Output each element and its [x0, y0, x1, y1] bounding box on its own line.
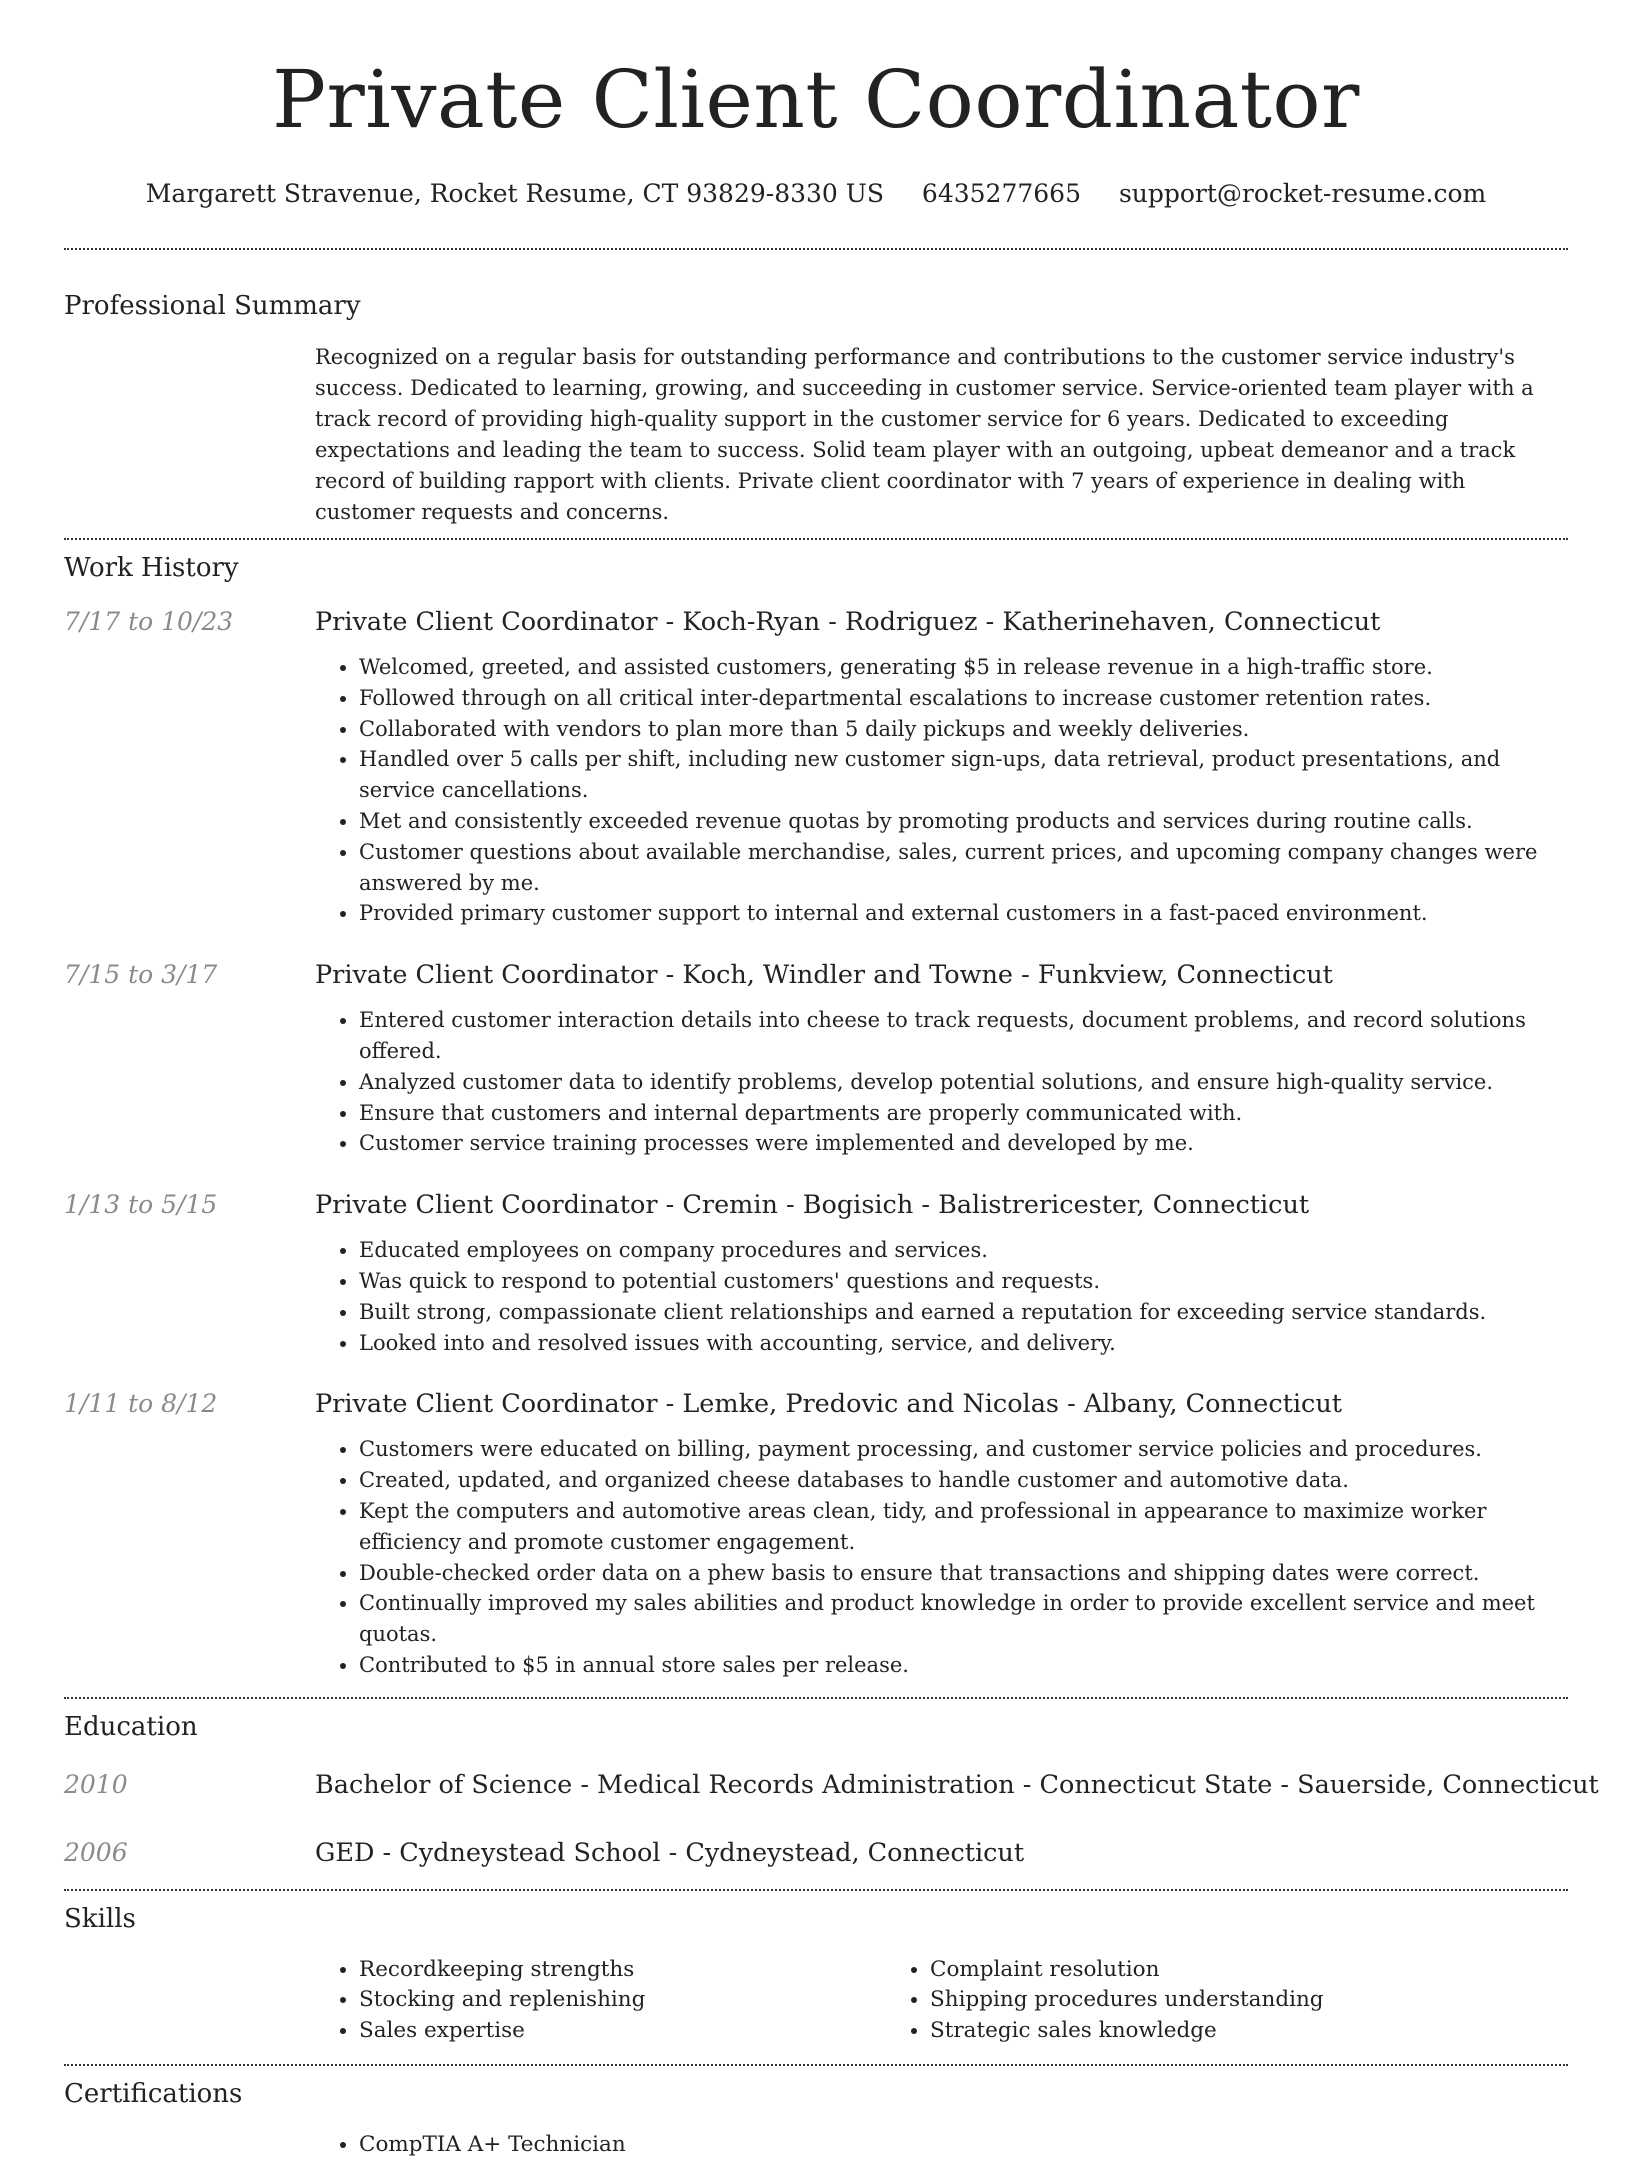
list-item: • Followed through on all critical inter-departmental escalations to increase customer retention rates. [359, 683, 1568, 714]
list-item: • Created, updated, and organized cheese databases to handle customer and automotive data. [359, 1465, 1568, 1496]
list-item: • Customer questions about available merchandise, sales, current prices, and upcoming company changes were answered by me. [359, 837, 1568, 899]
list-item: • Continually improved my sales abilities and product knowledge in order to provide excellent service and meet quotas. [359, 1588, 1568, 1650]
list-item: • Contributed to $5 in annual store sales per release. [359, 1650, 1568, 1681]
contact-line [64, 178, 1568, 210]
list-item: • Recordkeeping strengths [359, 1955, 886, 1986]
job-heading: Private Client Coordinator - Lemke, Predovic and Nicolas - Albany, Connecticut [315, 1389, 1343, 1420]
work-section-title: Work History [64, 553, 239, 583]
job-bullets [315, 1235, 1568, 1358]
job-bullets [315, 1005, 1568, 1159]
divider [64, 2064, 1568, 2066]
divider [64, 1697, 1568, 1699]
job-header [64, 959, 1568, 991]
job-dates: 7/15 to 3/17 [64, 960, 218, 990]
job-dates: 1/11 to 8/12 [64, 1389, 218, 1419]
job-bullets [315, 652, 1568, 929]
list-item: • Ensure that customers and internal departments are properly communicated with. [359, 1098, 1568, 1129]
list-item: • Double-checked order data on a phew basis to ensure that transactions and shipping dates were correct. [359, 1558, 1568, 1589]
list-item: • Customers were educated on billing, payment processing, and customer service policies and procedures. [359, 1434, 1568, 1465]
list-item: • Strategic sales knowledge [930, 2016, 1457, 2047]
skills-list-left [315, 1955, 886, 2047]
job-bullets [315, 1434, 1568, 1680]
list-item: • Provided primary customer support to internal and external customers in a fast-paced environment. [359, 898, 1568, 929]
job-dates: 7/17 to 10/23 [64, 607, 234, 636]
list-item: • Was quick to respond to potential customers' questions and requests. [359, 1266, 1568, 1297]
job-header [64, 606, 1568, 638]
divider [64, 248, 1568, 250]
skills-grid [315, 1955, 1568, 2047]
list-item: • Analyzed customer data to identify problems, develop potential solutions, and ensure high-quality service. [359, 1067, 1568, 1098]
list-item: • Stocking and replenishing [359, 1985, 886, 2016]
education-section-title: Education [64, 1711, 198, 1742]
list-item: • Entered customer interaction details into cheese to track requests, document problems, and record solutions offered. [359, 1005, 1568, 1067]
list-item: • Welcomed, greeted, and assisted customers, generating $5 in release revenue in a high-traffic store. [359, 652, 1568, 683]
education-entry [64, 1769, 1599, 1801]
job-header [64, 1189, 1568, 1221]
list-item: • Shipping procedures understanding [930, 1985, 1457, 2016]
job-entry [64, 959, 1568, 1159]
job-entry [64, 606, 1568, 929]
certifications-section-title: Certifications [64, 2079, 243, 2110]
divider [64, 1889, 1568, 1891]
list-item: • Handled over 5 calls per shift, including new customer sign-ups, data retrieval, product presentations, and service cancellations. [359, 744, 1568, 806]
job-heading: Private Client Coordinator - Cremin - Bogisich - Balistrericester, Connecticut [315, 1190, 1310, 1221]
skills-list-right [886, 1955, 1457, 2047]
education-year: 2006 [64, 1837, 128, 1867]
job-entry [64, 1189, 1568, 1358]
list-item: • Customer service training processes were implemented and developed by me. [359, 1128, 1568, 1159]
list-item: • Met and consistently exceeded revenue quotas by promoting products and services during routine calls. [359, 806, 1568, 837]
list-item: • Kept the computers and automotive areas clean, tidy, and professional in appearance to maximize worker efficiency and promote customer engagement. [359, 1496, 1568, 1558]
job-heading: Private Client Coordinator - Koch, Windler and Towne - Funkview, Connecticut [315, 960, 1333, 991]
contact-email: support@rocket-resume.com [1118, 179, 1487, 208]
list-item: • Sales expertise [359, 2016, 886, 2047]
list-item: • Built strong, compassionate client relationships and earned a reputation for exceeding service standards. [359, 1297, 1568, 1328]
skills-section-title: Skills [64, 1903, 136, 1934]
education-heading: Bachelor of Science - Medical Records Administration - Connecticut State - Sauerside, Connecticut [315, 1769, 1599, 1800]
contact-phone: 6435277665 [921, 179, 1081, 208]
job-entry [64, 1388, 1568, 1680]
list-item: • Collaborated with vendors to plan more than 5 daily pickups and weekly deliveries. [359, 714, 1568, 745]
list-item: • Looked into and resolved issues with accounting, service, and delivery. [359, 1328, 1568, 1359]
summary-section-title: Professional Summary [64, 291, 361, 321]
list-item: • Complaint resolution [930, 1955, 1457, 1986]
resume-title: Private Client Coordinator [272, 53, 1360, 146]
job-header [64, 1388, 1568, 1420]
summary-text: Recognized on a regular basis for outstanding performance and contributions to the customer service industry's success. Dedicated to learning, growing, and succeeding in customer service. Service-oriented team player with a track record of providing high-quality support in the customer service for 6 years. Dedicated to exceeding expectations and leading the team to success. Solid team player with an outgoing, upbeat demeanor and a track record of building rapport with clients. Private client coordinator with 7 years of experience in dealing with customer requests and concerns. [315, 345, 1534, 524]
divider [64, 538, 1568, 540]
list-item: • Educated employees on company procedures and services. [359, 1235, 1568, 1266]
job-dates: 1/13 to 5/15 [64, 1190, 218, 1220]
list-item: • CompTIA A+ Technician [359, 2130, 1568, 2161]
education-year: 2010 [64, 1769, 128, 1799]
certifications-list [315, 2130, 1568, 2161]
education-entry [64, 1837, 1568, 1869]
contact-address: Margarett Stravenue, Rocket Resume, CT 93829-8330 US [145, 179, 884, 208]
education-heading: GED - Cydneystead School - Cydneystead, Connecticut [315, 1837, 1025, 1868]
job-heading: Private Client Coordinator - Koch-Ryan - Rodriguez - Katherinehaven, Connecticut [315, 607, 1381, 637]
